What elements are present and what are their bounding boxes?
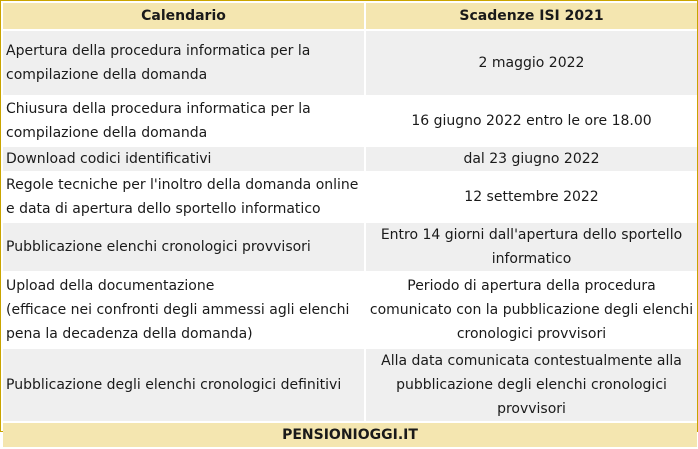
row-value-line: comunicato con la pubblicazione degli elenchi (369, 302, 694, 318)
row-label-line: Regole tecniche per l'inoltro della domanda online (6, 177, 359, 193)
row-value-line: pubblicazione degli elenchi cronologici (396, 377, 667, 393)
row-value (366, 173, 697, 221)
header-scadenze: Scadenze ISI 2021 (366, 3, 697, 29)
row-value (366, 273, 697, 347)
row-value (366, 147, 697, 171)
row-label (3, 31, 364, 95)
row-label-line: (efficace nei confronti degli ammessi agli elenchi (6, 302, 350, 318)
row-value-line: Alla data comunicata contestualmente alla (381, 353, 682, 369)
row-label-line: pena la decadenza della domanda) (6, 326, 253, 342)
row-value (366, 349, 697, 421)
table-row (3, 173, 697, 221)
row-value (366, 223, 697, 271)
row-value-line: dal 23 giugno 2022 (463, 151, 600, 167)
row-label-line: compilazione della domanda (6, 67, 208, 83)
deadlines-table (1, 1, 698, 449)
table-footer-row (3, 423, 697, 447)
row-value-line: Periodo di apertura della procedura (407, 278, 656, 294)
table-row (3, 223, 697, 271)
row-value-line: informatico (491, 251, 572, 267)
row-label (3, 273, 364, 347)
table-row (3, 31, 697, 95)
header-calendario: Calendario (3, 3, 364, 29)
table-row (3, 97, 697, 145)
row-label-line: Chiusura della procedura informatica per la (6, 101, 311, 117)
row-label (3, 97, 364, 145)
row-label (3, 173, 364, 221)
row-label-line: compilazione della domanda (6, 125, 208, 141)
row-value-line: provvisori (497, 401, 566, 417)
row-value-line: cronologici provvisori (456, 326, 607, 342)
row-label-line: Download codici identificativi (6, 151, 212, 167)
row-label (3, 349, 364, 421)
row-value (366, 97, 697, 145)
row-value-line: 16 giugno 2022 entro le ore 18.00 (411, 113, 652, 129)
row-label (3, 223, 364, 271)
row-label (3, 147, 364, 171)
table-header-row (3, 3, 697, 29)
row-value-line: 2 maggio 2022 (478, 55, 585, 71)
footer-brand: PENSIONIOGGI.IT (3, 423, 697, 447)
table-row (3, 349, 697, 421)
row-label-line: Apertura della procedura informatica per la (6, 43, 311, 59)
row-value (366, 31, 697, 95)
row-label-line: e data di apertura dello sportello informatico (6, 201, 321, 217)
row-label-line: Pubblicazione elenchi cronologici provvisori (6, 239, 311, 255)
row-value-line: 12 settembre 2022 (464, 189, 599, 205)
row-value-line: Entro 14 giorni dall'apertura dello sportello (380, 227, 683, 243)
table-row (3, 273, 697, 347)
row-label-line: Pubblicazione degli elenchi cronologici definitivi (6, 377, 342, 393)
table-row (3, 147, 697, 171)
row-label-line: Upload della documentazione (6, 278, 215, 294)
